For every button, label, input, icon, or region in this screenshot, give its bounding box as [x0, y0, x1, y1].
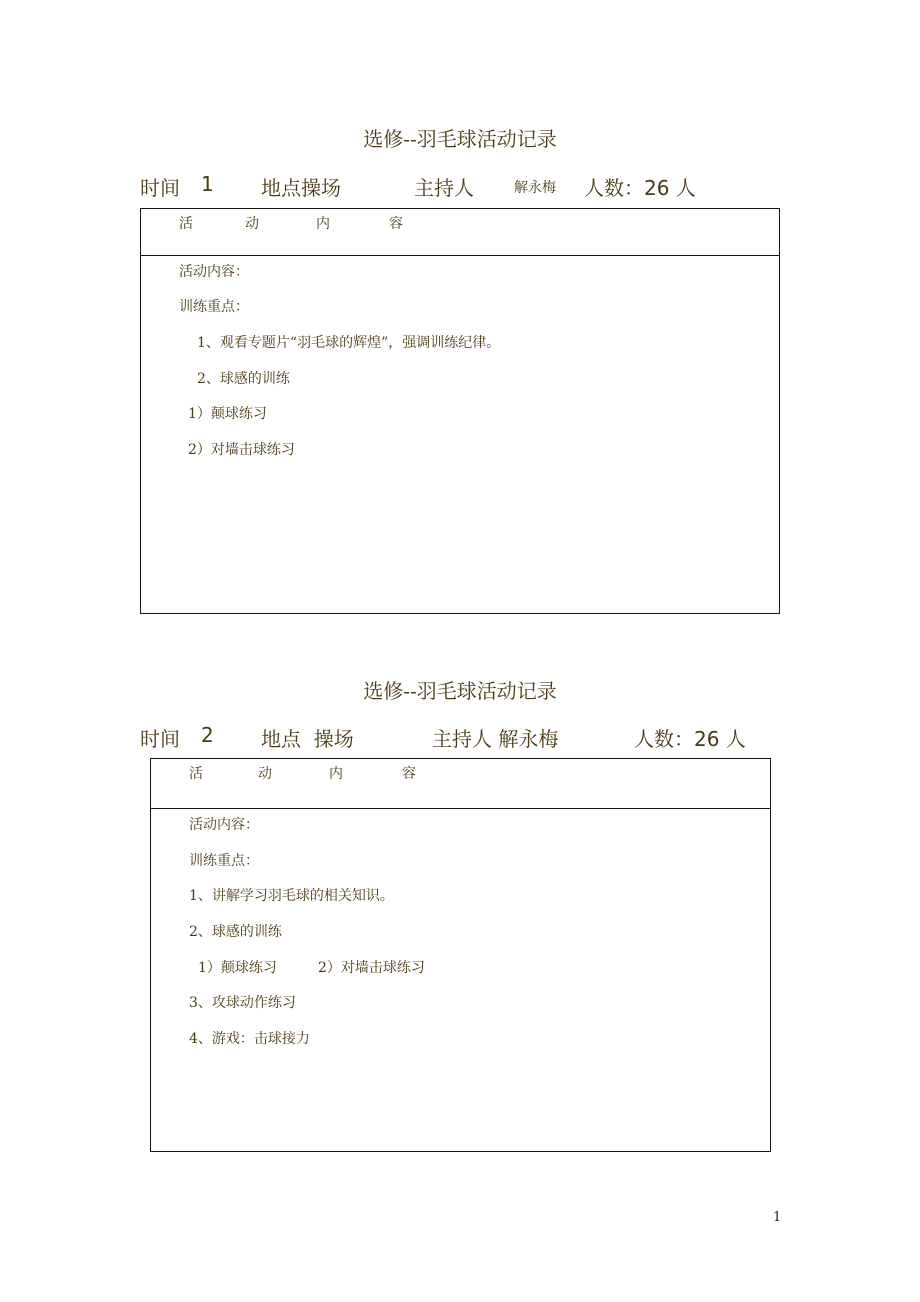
record-1-place: 地点操场	[261, 176, 341, 200]
header-cell-4: 容	[402, 766, 416, 782]
content-line: 1）颠球练习	[198, 960, 277, 976]
page-number: 1	[773, 1210, 782, 1225]
header-cell-2: 动	[258, 766, 272, 782]
record-2-table	[150, 758, 771, 1152]
header-cell-3: 内	[329, 766, 343, 782]
record-2-time-label: 时间	[140, 727, 180, 751]
content-line: 2）对墙击球练习	[318, 960, 425, 976]
record-1-time-value: 1	[201, 172, 214, 196]
record-1-title: 选修--羽毛球活动记录	[363, 127, 557, 151]
header-cell-2: 动	[245, 216, 259, 232]
record-1-table	[140, 208, 780, 614]
record-2-title: 选修--羽毛球活动记录	[363, 679, 557, 703]
content-line: 3、攻球动作练习	[189, 995, 296, 1011]
content-line: 2、球感的训练	[189, 924, 282, 940]
content-line: 训练重点：	[179, 299, 249, 315]
content-line: 1）颠球练习	[188, 406, 267, 422]
content-line: 4、游戏：击球接力	[189, 1031, 310, 1047]
header-cell-1: 活	[179, 216, 193, 232]
content-line: 2、球感的训练	[197, 371, 290, 387]
record-1-host-label: 主持人	[414, 176, 474, 200]
header-cell-4: 容	[389, 216, 403, 232]
header-divider	[151, 808, 770, 809]
record-2-place: 地点 操场	[261, 727, 354, 751]
content-line: 2）对墙击球练习	[188, 442, 295, 458]
content-line: 1、讲解学习羽毛球的相关知识。	[189, 888, 394, 904]
content-line: 活动内容：	[189, 817, 259, 833]
content-line: 训练重点：	[189, 853, 259, 869]
header-cell-3: 内	[316, 216, 330, 232]
record-1-host-name: 解永梅	[514, 180, 556, 196]
record-2-time-value: 2	[201, 723, 214, 747]
record-1-time-label: 时间	[140, 176, 180, 200]
record-1-count: 人数：26 人	[584, 176, 696, 200]
record-2-host: 主持人 解永梅	[432, 727, 559, 751]
record-2-count: 人数：26 人	[634, 727, 746, 751]
content-line: 活动内容：	[179, 264, 249, 280]
header-divider	[141, 255, 779, 256]
header-cell-1: 活	[189, 766, 203, 782]
content-line: 1、观看专题片“羽毛球的辉煌”，强调训练纪律。	[197, 335, 501, 351]
